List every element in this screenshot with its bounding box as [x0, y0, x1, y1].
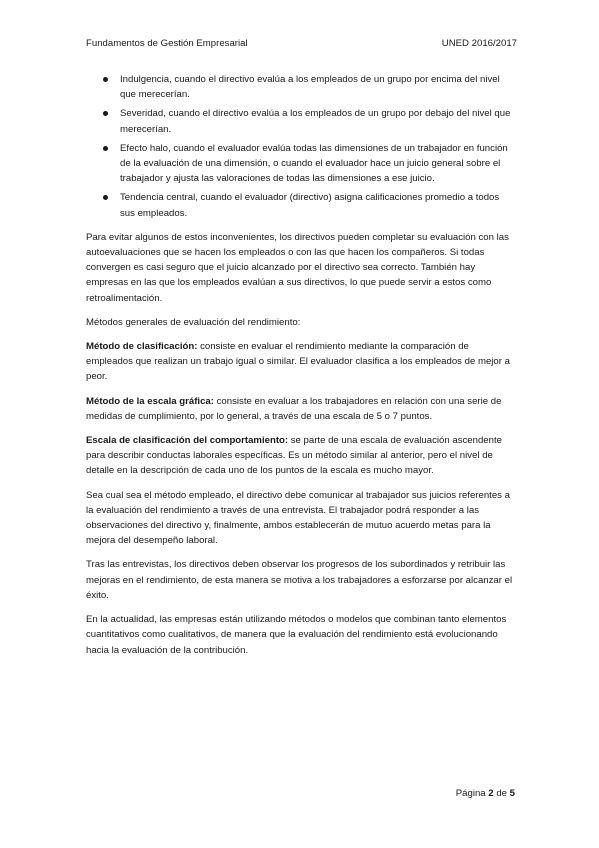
page-header	[86, 36, 517, 51]
paragraph-tras-entrevistas: Tras las entrevistas, los directivos deben observar los progresos de los subordinados y retribuir las mejoras en el rendimiento, de esta manera se motiva a los trabajadores a esforzarse por alcanzar el éxito.	[86, 559, 513, 601]
list-item-text: Tendencia central, cuando el evaluador (directivo) asigna calificaciones promedio a todos sus empleados.	[120, 192, 500, 219]
bullet-icon	[103, 77, 108, 82]
paragraph-metodo-escala-grafica	[86, 394, 516, 424]
paragraph-entrevista: Sea cual sea el método empleado, el directivo debe comunicar al trabajador sus juicios referentes a la evaluación del rendimiento a través de una entrevista. El trabajador podrá responder a las observaciones del directivo y, finalmente, ambos establecerán de mutuo acuerdo metas para la mejora del desempeño laboral.	[86, 489, 510, 547]
method-title: Método de clasificación:	[86, 341, 198, 353]
header-institution-year: UNED 2016/2017	[441, 38, 517, 49]
page-footer	[456, 786, 515, 801]
bias-list	[86, 72, 516, 221]
list-item-text: Efecto halo, cuando el evaluador evalúa todas las dimensiones de un trabajador en función de la evaluación de una dimensión, o cuando el evaluador hace un juicio general sobre el trabajador y ajusta las valoraciones de todas las dimensiones a ese juicio.	[120, 142, 508, 185]
page-body	[86, 72, 516, 667]
total-pages-number: 5	[509, 788, 515, 799]
paragraph-metodo-clasificacion	[86, 339, 516, 385]
paragraph-actualidad: En la actualidad, las empresas están utilizando métodos o modelos que combinan tanto elementos cuantitativos como cualitativos, de manera que la evaluación del rendimiento está evolucionando hacia la evaluación de la contribución.	[86, 614, 507, 656]
bullet-icon	[103, 195, 108, 200]
paragraph-inconvenientes: Para evitar algunos de estos inconvenientes, los directivos pueden completar su evaluación con las autoevaluaciones que se hacen los empleados o con las que hacen los compañeros. Si todas convergen es casi seguro que el juicio alcanzado por el directivo sea correcto. También hay empresas en las que los empleados evalúan a sus directivos, lo que puede servir a estos como retroalimentación.	[86, 231, 509, 304]
bullet-icon	[103, 111, 108, 116]
page-word: Página	[455, 788, 486, 799]
list-item	[86, 106, 516, 136]
method-title: Escala de clasificación del comportamiento:	[86, 435, 289, 447]
paragraph-escala-comportamiento	[86, 433, 516, 479]
bullet-icon	[103, 146, 108, 151]
method-description: consiste en evaluar a los trabajadores en relación con una serie de medidas de cumplimiento, por lo general, a través de una escala de 5 o 7 puntos.	[86, 395, 502, 422]
of-word: de	[496, 788, 507, 799]
list-item-text: Indulgencia, cuando el directivo evalúa a los empleados de un grupo por encima del nivel que merecerían.	[120, 74, 500, 101]
list-item-text: Severidad, cuando el directivo evalúa a los empleados de un grupo por debajo del nivel que merecerían.	[120, 108, 511, 135]
list-item	[86, 190, 516, 220]
method-description: consiste en evaluar el rendimiento mediante la comparación de empleados que realizan un trabajo igual o similar. El evaluador clasifica a los empleados de mejor a peor.	[86, 341, 510, 383]
list-item	[86, 141, 516, 187]
paragraph-metodos-intro: Métodos generales de evaluación del rendimiento:	[86, 316, 301, 328]
current-page-number: 2	[488, 788, 494, 799]
list-item	[86, 72, 516, 102]
method-description: se parte de una escala de evaluación ascendente para describir conductas laborales específicas. Es un método similar al anterior, pero el nivel de detalle en la descripción de cada uno de los puntos de la escala es mucho mayor.	[86, 435, 502, 477]
header-course-title: Fundamentos de Gestión Empresarial	[86, 38, 248, 49]
method-title: Método de la escala gráfica:	[86, 395, 214, 407]
